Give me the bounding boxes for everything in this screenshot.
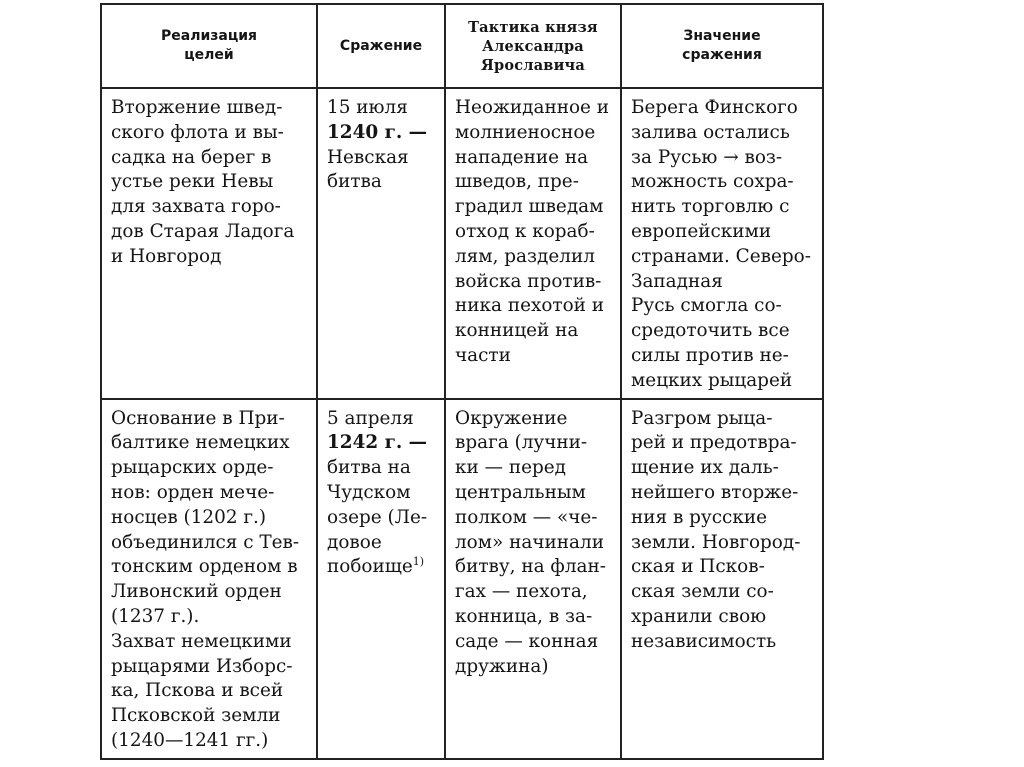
cell-battle: 15 июля 1240 г. — Невская битва [317,88,445,399]
cell-battle: 5 апреля 1242 г. — битва на Чудском озере (Ле- довое побоище$^{1)}$ [317,399,445,759]
header-significance: Значение сражения [621,4,823,88]
header-battle: Сражение [317,4,445,88]
battle-last-line: побоище$^{1)}$ [327,555,425,578]
header-tactics: Тактика князя Александра Ярославича [445,4,621,88]
cell-tactics: Окружение врага (лучни- ки — перед центральным полком — «че- лом» начинали битву, на флан- гах — пехота, конница, в за- саде — конная дружина) [445,399,621,759]
cell-tactics: Неожиданное и молниеносное нападение на шведов, пре- градил шведам отход к кораб- лям, разделил войска против- ника пехотой и конницей на части [445,88,621,399]
cell-goals: Основание в При- балтике немецких рыцарских орде- нов: орден мече- носцев (1202 г.) объединился с Тев- тонским орденом в Ливонский орден (1237 г.). Захват немецкими рыцарями Изборс- ка, Пскова и всей Псковской земли (1240—1241 гг.) [101,399,317,759]
history-table [100,3,824,760]
header-row [101,4,823,88]
cell-goals: Вторжение швед- ского флота и вы- садка на берег в устье реки Невы для захвата горо- дов Старая Ладога и Новгород [101,88,317,399]
footnote-mark: 1) [412,555,425,569]
table-row [101,399,823,759]
table-row [101,88,823,399]
header-goals: Реализация целей [101,4,317,88]
cell-significance: Берега Финского залива остались за Русью → воз- можность сохра- нить торговлю с европейскими странами. Северо- Западная Русь смогла со- средоточить все силы против не- мецких рыцарей [621,88,823,399]
cell-significance: Разгром рыца- рей и предотвра- щение их даль- нейшего вторже- ния в русские земли. Новгород- ская и Псков- ская земли со- хранили свою независимость [621,399,823,759]
